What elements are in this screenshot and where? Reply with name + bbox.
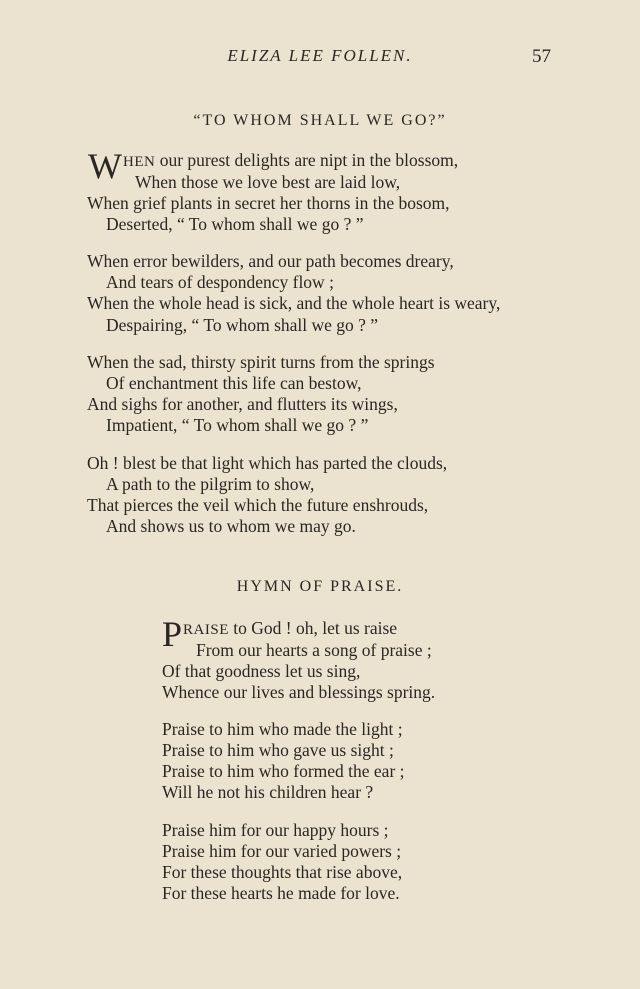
poem-line: Oh ! blest be that light which has parted the clouds, — [87, 453, 448, 473]
poem-line: For these thoughts that rise above, — [162, 862, 403, 882]
poem-title: “TO WHOM SHALL WE GO?” — [193, 112, 447, 129]
poem-line: Praise to him who gave us sight ; — [162, 740, 394, 760]
poem-line: Praise him for our varied powers ; — [162, 841, 402, 861]
poem-line: That pierces the veil which the future enshrouds, — [87, 495, 429, 515]
drop-cap-rest: RAISE — [183, 622, 229, 638]
poem-line: When error bewilders, and our path becomes dreary, — [87, 251, 454, 271]
poem-line: And sighs for another, and flutters its wings, — [87, 394, 398, 414]
poem-line: From our hearts a song of praise ; — [196, 640, 432, 660]
poem-title: HYMN OF PRAISE. — [236, 578, 404, 595]
poem-line: When those we love best are laid low, — [135, 172, 401, 192]
poem-line: And tears of despondency flow ; — [106, 272, 334, 292]
drop-cap-rest: HEN — [122, 154, 156, 170]
poem-line: Of that goodness let us sing, — [162, 661, 361, 681]
poem-line: Praise to him who made the light ; — [162, 719, 403, 739]
drop-cap: P — [162, 614, 183, 654]
poem-line: Deserted, “ To whom shall we go ? ” — [106, 214, 364, 234]
poem-line: Of enchantment this life can bestow, — [106, 373, 362, 393]
drop-cap: W — [88, 146, 122, 186]
poem-line: A path to the pilgrim to show, — [106, 474, 315, 494]
poem-line-text: to God ! oh, let us raise — [228, 618, 398, 638]
poem-line: Despairing, “ To whom shall we go ? ” — [106, 315, 379, 335]
running-head: ELIZA LEE FOLLEN. — [227, 46, 413, 65]
poem-line: Praise to him who formed the ear ; — [162, 761, 405, 781]
poem-line: Praise him for our happy hours ; — [162, 820, 389, 840]
poem-line: And shows us to whom we may go. — [106, 516, 356, 536]
poem-line: Will he not his children hear ? — [162, 782, 374, 802]
poem-line: For these hearts he made for love. — [162, 883, 400, 903]
poem-line-text: our purest delights are nipt in the blossom, — [155, 150, 459, 170]
poem-line: Impatient, “ To whom shall we go ? ” — [106, 415, 369, 435]
poem-line: Whence our lives and blessings spring. — [162, 682, 436, 702]
poem-line: When the sad, thirsty spirit turns from the springs — [87, 352, 435, 372]
page-number: 57 — [532, 46, 551, 67]
poem-line: When the whole head is sick, and the whole heart is weary, — [87, 293, 501, 313]
poem-line: When grief plants in secret her thorns in the bosom, — [87, 193, 450, 213]
